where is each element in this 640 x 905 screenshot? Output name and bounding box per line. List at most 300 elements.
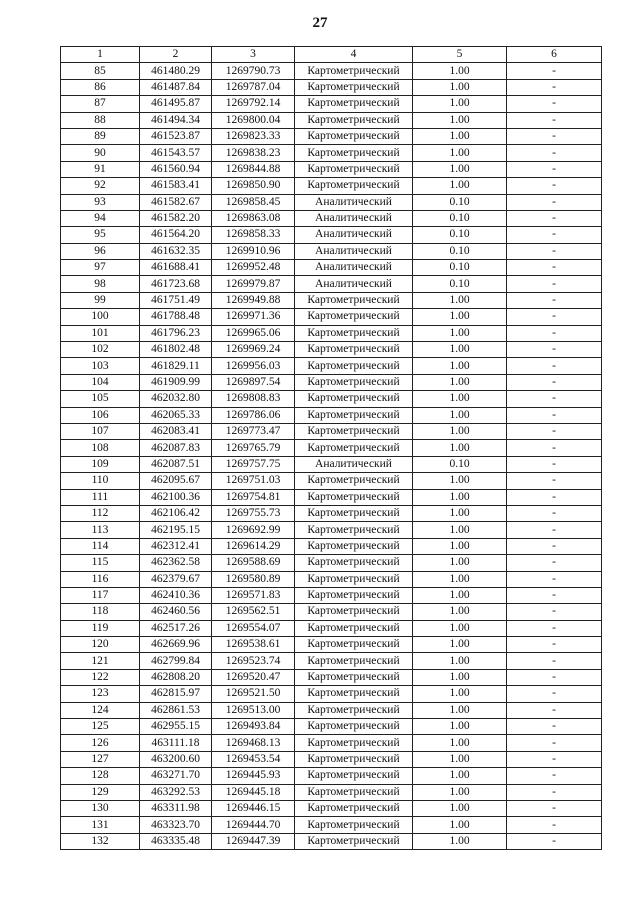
description-cell: - [507,637,602,653]
table-row [61,292,602,308]
table-row [61,587,602,603]
y-coordinate-cell: 1269493.84 [212,719,295,735]
table-row [61,325,602,341]
table-row [61,391,602,407]
column-header: 5 [413,47,507,63]
table-row [61,358,602,374]
point-number-cell: 120 [61,637,140,653]
x-coordinate-cell: 463311.98 [140,800,212,816]
y-coordinate-cell: 1269773.47 [212,423,295,439]
accuracy-cell: 1.00 [413,702,507,718]
method-cell: Картометрический [295,128,413,144]
point-number-cell: 88 [61,112,140,128]
point-number-cell: 99 [61,292,140,308]
method-cell: Аналитический [295,194,413,210]
accuracy-cell: 1.00 [413,538,507,554]
table-row [61,309,602,325]
method-cell: Аналитический [295,456,413,472]
y-coordinate-cell: 1269755.73 [212,505,295,521]
table-row [61,342,602,358]
table-row [61,194,602,210]
x-coordinate-cell: 461723.68 [140,276,212,292]
x-coordinate-cell: 463271.70 [140,768,212,784]
method-cell: Аналитический [295,260,413,276]
method-cell: Картометрический [295,653,413,669]
table-row [61,210,602,226]
table-row [61,227,602,243]
description-cell: - [507,358,602,374]
point-number-cell: 109 [61,456,140,472]
y-coordinate-cell: 1269952.48 [212,260,295,276]
x-coordinate-cell: 463111.18 [140,735,212,751]
accuracy-cell: 1.00 [413,751,507,767]
x-coordinate-cell: 463292.53 [140,784,212,800]
x-coordinate-cell: 462095.67 [140,473,212,489]
description-cell: - [507,276,602,292]
x-coordinate-cell: 463323.70 [140,817,212,833]
point-number-cell: 89 [61,128,140,144]
y-coordinate-cell: 1269786.06 [212,407,295,423]
table-row [61,161,602,177]
point-number-cell: 123 [61,686,140,702]
point-number-cell: 103 [61,358,140,374]
accuracy-cell: 1.00 [413,604,507,620]
y-coordinate-cell: 1269468.13 [212,735,295,751]
table-row [61,178,602,194]
x-coordinate-cell: 461487.84 [140,79,212,95]
method-cell: Картометрический [295,79,413,95]
description-cell: - [507,243,602,259]
method-cell: Картометрический [295,620,413,636]
table-row [61,538,602,554]
point-number-cell: 85 [61,63,140,79]
accuracy-cell: 1.00 [413,637,507,653]
description-cell: - [507,96,602,112]
table-row [61,817,602,833]
accuracy-cell: 1.00 [413,342,507,358]
method-cell: Аналитический [295,227,413,243]
table-row [61,456,602,472]
description-cell: - [507,620,602,636]
point-number-cell: 122 [61,669,140,685]
point-number-cell: 86 [61,79,140,95]
y-coordinate-cell: 1269823.33 [212,128,295,144]
x-coordinate-cell: 462106.42 [140,505,212,521]
accuracy-cell: 1.00 [413,309,507,325]
point-number-cell: 111 [61,489,140,505]
accuracy-cell: 1.00 [413,686,507,702]
description-cell: - [507,735,602,751]
method-cell: Картометрический [295,669,413,685]
point-number-cell: 98 [61,276,140,292]
y-coordinate-cell: 1269520.47 [212,669,295,685]
y-coordinate-cell: 1269538.61 [212,637,295,653]
x-coordinate-cell: 462379.67 [140,571,212,587]
coordinates-table [60,46,602,850]
y-coordinate-cell: 1269444.70 [212,817,295,833]
y-coordinate-cell: 1269446.15 [212,800,295,816]
accuracy-cell: 1.00 [413,817,507,833]
y-coordinate-cell: 1269562.51 [212,604,295,620]
method-cell: Картометрический [295,505,413,521]
description-cell: - [507,292,602,308]
table-row [61,735,602,751]
x-coordinate-cell: 462083.41 [140,423,212,439]
description-cell: - [507,522,602,538]
x-coordinate-cell: 462100.36 [140,489,212,505]
method-cell: Картометрический [295,473,413,489]
x-coordinate-cell: 461632.35 [140,243,212,259]
x-coordinate-cell: 461560.94 [140,161,212,177]
x-coordinate-cell: 461909.99 [140,374,212,390]
method-cell: Картометрический [295,112,413,128]
table-row [61,571,602,587]
method-cell: Картометрический [295,800,413,816]
accuracy-cell: 1.00 [413,784,507,800]
point-number-cell: 124 [61,702,140,718]
table-row [61,243,602,259]
point-number-cell: 113 [61,522,140,538]
description-cell: - [507,374,602,390]
point-number-cell: 128 [61,768,140,784]
description-cell: - [507,161,602,177]
method-cell: Картометрический [295,292,413,308]
point-number-cell: 117 [61,587,140,603]
x-coordinate-cell: 461796.23 [140,325,212,341]
method-cell: Картометрический [295,407,413,423]
point-number-cell: 127 [61,751,140,767]
description-cell: - [507,719,602,735]
point-number-cell: 105 [61,391,140,407]
method-cell: Картометрический [295,309,413,325]
x-coordinate-cell: 461582.20 [140,210,212,226]
table-row [61,637,602,653]
description-cell: - [507,489,602,505]
accuracy-cell: 1.00 [413,325,507,341]
accuracy-cell: 0.10 [413,227,507,243]
method-cell: Картометрический [295,489,413,505]
x-coordinate-cell: 461523.87 [140,128,212,144]
description-cell: - [507,571,602,587]
table-row [61,276,602,292]
y-coordinate-cell: 1269751.03 [212,473,295,489]
point-number-cell: 107 [61,423,140,439]
method-cell: Картометрический [295,637,413,653]
method-cell: Картометрический [295,604,413,620]
y-coordinate-cell: 1269765.79 [212,440,295,456]
description-cell: - [507,342,602,358]
table-row [61,440,602,456]
x-coordinate-cell: 462799.84 [140,653,212,669]
x-coordinate-cell: 461495.87 [140,96,212,112]
y-coordinate-cell: 1269956.03 [212,358,295,374]
description-cell: - [507,456,602,472]
method-cell: Картометрический [295,178,413,194]
x-coordinate-cell: 462815.97 [140,686,212,702]
x-coordinate-cell: 462955.15 [140,719,212,735]
accuracy-cell: 1.00 [413,833,507,849]
method-cell: Картометрический [295,161,413,177]
point-number-cell: 100 [61,309,140,325]
description-cell: - [507,112,602,128]
accuracy-cell: 1.00 [413,768,507,784]
method-cell: Картометрический [295,440,413,456]
accuracy-cell: 1.00 [413,96,507,112]
accuracy-cell: 1.00 [413,669,507,685]
x-coordinate-cell: 462861.53 [140,702,212,718]
x-coordinate-cell: 461583.41 [140,178,212,194]
description-cell: - [507,800,602,816]
table-row [61,833,602,849]
accuracy-cell: 1.00 [413,63,507,79]
method-cell: Аналитический [295,210,413,226]
point-number-cell: 119 [61,620,140,636]
description-cell: - [507,653,602,669]
accuracy-cell: 0.10 [413,210,507,226]
accuracy-cell: 1.00 [413,587,507,603]
accuracy-cell: 1.00 [413,473,507,489]
accuracy-cell: 1.00 [413,292,507,308]
x-coordinate-cell: 462195.15 [140,522,212,538]
y-coordinate-cell: 1269844.88 [212,161,295,177]
table-row [61,423,602,439]
x-coordinate-cell: 461564.20 [140,227,212,243]
y-coordinate-cell: 1269808.83 [212,391,295,407]
description-cell: - [507,391,602,407]
column-header: 6 [507,47,602,63]
x-coordinate-cell: 462460.56 [140,604,212,620]
method-cell: Аналитический [295,243,413,259]
table-row [61,145,602,161]
table-header-row [61,47,602,63]
accuracy-cell: 1.00 [413,358,507,374]
method-cell: Картометрический [295,735,413,751]
y-coordinate-cell: 1269787.04 [212,79,295,95]
point-number-cell: 90 [61,145,140,161]
method-cell: Картометрический [295,522,413,538]
accuracy-cell: 1.00 [413,505,507,521]
method-cell: Картометрический [295,686,413,702]
accuracy-cell: 1.00 [413,620,507,636]
description-cell: - [507,587,602,603]
description-cell: - [507,473,602,489]
y-coordinate-cell: 1269614.29 [212,538,295,554]
x-coordinate-cell: 461788.48 [140,309,212,325]
column-header: 1 [61,47,140,63]
column-header: 2 [140,47,212,63]
table-body [61,63,602,850]
accuracy-cell: 1.00 [413,112,507,128]
table-row [61,751,602,767]
description-cell: - [507,505,602,521]
accuracy-cell: 0.10 [413,194,507,210]
table-row [61,653,602,669]
accuracy-cell: 1.00 [413,161,507,177]
description-cell: - [507,817,602,833]
point-number-cell: 102 [61,342,140,358]
y-coordinate-cell: 1269792.14 [212,96,295,112]
description-cell: - [507,669,602,685]
point-number-cell: 112 [61,505,140,521]
method-cell: Картометрический [295,96,413,112]
table-row [61,489,602,505]
description-cell: - [507,145,602,161]
point-number-cell: 106 [61,407,140,423]
x-coordinate-cell: 462032.80 [140,391,212,407]
method-cell: Картометрический [295,817,413,833]
table-row [61,768,602,784]
method-cell: Картометрический [295,325,413,341]
y-coordinate-cell: 1269969.24 [212,342,295,358]
y-coordinate-cell: 1269897.54 [212,374,295,390]
method-cell: Картометрический [295,358,413,374]
accuracy-cell: 1.00 [413,128,507,144]
x-coordinate-cell: 461688.41 [140,260,212,276]
description-cell: - [507,210,602,226]
description-cell: - [507,440,602,456]
table-row [61,522,602,538]
table-row [61,620,602,636]
description-cell: - [507,178,602,194]
y-coordinate-cell: 1269965.06 [212,325,295,341]
y-coordinate-cell: 1269554.07 [212,620,295,636]
x-coordinate-cell: 462087.51 [140,456,212,472]
description-cell: - [507,555,602,571]
x-coordinate-cell: 462065.33 [140,407,212,423]
y-coordinate-cell: 1269858.45 [212,194,295,210]
method-cell: Картометрический [295,768,413,784]
method-cell: Картометрический [295,342,413,358]
point-number-cell: 104 [61,374,140,390]
x-coordinate-cell: 461829.11 [140,358,212,374]
y-coordinate-cell: 1269979.87 [212,276,295,292]
table-row [61,79,602,95]
x-coordinate-cell: 462410.36 [140,587,212,603]
method-cell: Картометрический [295,391,413,407]
method-cell: Картометрический [295,784,413,800]
method-cell: Аналитический [295,276,413,292]
point-number-cell: 96 [61,243,140,259]
description-cell: - [507,833,602,849]
column-header: 4 [295,47,413,63]
point-number-cell: 87 [61,96,140,112]
description-cell: - [507,194,602,210]
accuracy-cell: 1.00 [413,719,507,735]
table-row [61,374,602,390]
x-coordinate-cell: 462087.83 [140,440,212,456]
accuracy-cell: 0.10 [413,276,507,292]
x-coordinate-cell: 461480.29 [140,63,212,79]
point-number-cell: 125 [61,719,140,735]
x-coordinate-cell: 461582.67 [140,194,212,210]
y-coordinate-cell: 1269580.89 [212,571,295,587]
point-number-cell: 97 [61,260,140,276]
x-coordinate-cell: 461494.34 [140,112,212,128]
accuracy-cell: 0.10 [413,243,507,259]
accuracy-cell: 1.00 [413,522,507,538]
accuracy-cell: 1.00 [413,555,507,571]
y-coordinate-cell: 1269850.90 [212,178,295,194]
accuracy-cell: 1.00 [413,407,507,423]
point-number-cell: 126 [61,735,140,751]
x-coordinate-cell: 462517.26 [140,620,212,636]
method-cell: Картометрический [295,555,413,571]
y-coordinate-cell: 1269523.74 [212,653,295,669]
x-coordinate-cell: 463200.60 [140,751,212,767]
table-row [61,719,602,735]
table-row [61,702,602,718]
method-cell: Картометрический [295,374,413,390]
table-row [61,96,602,112]
y-coordinate-cell: 1269571.83 [212,587,295,603]
method-cell: Картометрический [295,702,413,718]
accuracy-cell: 1.00 [413,145,507,161]
accuracy-cell: 1.00 [413,374,507,390]
accuracy-cell: 1.00 [413,489,507,505]
description-cell: - [507,309,602,325]
table-row [61,260,602,276]
table-row [61,800,602,816]
y-coordinate-cell: 1269949.88 [212,292,295,308]
accuracy-cell: 1.00 [413,391,507,407]
y-coordinate-cell: 1269588.69 [212,555,295,571]
method-cell: Картометрический [295,63,413,79]
point-number-cell: 91 [61,161,140,177]
y-coordinate-cell: 1269513.00 [212,702,295,718]
point-number-cell: 94 [61,210,140,226]
y-coordinate-cell: 1269445.18 [212,784,295,800]
accuracy-cell: 1.00 [413,735,507,751]
method-cell: Картометрический [295,145,413,161]
x-coordinate-cell: 462808.20 [140,669,212,685]
method-cell: Картометрический [295,538,413,554]
table-row [61,407,602,423]
description-cell: - [507,702,602,718]
accuracy-cell: 1.00 [413,653,507,669]
point-number-cell: 121 [61,653,140,669]
y-coordinate-cell: 1269800.04 [212,112,295,128]
description-cell: - [507,768,602,784]
y-coordinate-cell: 1269447.39 [212,833,295,849]
x-coordinate-cell: 461802.48 [140,342,212,358]
table-row [61,784,602,800]
point-number-cell: 116 [61,571,140,587]
description-cell: - [507,686,602,702]
description-cell: - [507,407,602,423]
x-coordinate-cell: 463335.48 [140,833,212,849]
accuracy-cell: 1.00 [413,79,507,95]
description-cell: - [507,325,602,341]
y-coordinate-cell: 1269521.50 [212,686,295,702]
description-cell: - [507,227,602,243]
point-number-cell: 108 [61,440,140,456]
table-row [61,128,602,144]
x-coordinate-cell: 461543.57 [140,145,212,161]
accuracy-cell: 0.10 [413,456,507,472]
table-row [61,112,602,128]
description-cell: - [507,63,602,79]
method-cell: Картометрический [295,751,413,767]
point-number-cell: 110 [61,473,140,489]
x-coordinate-cell: 462669.96 [140,637,212,653]
page-number: 27 [312,15,328,31]
table-row [61,686,602,702]
table-row [61,604,602,620]
description-cell: - [507,79,602,95]
y-coordinate-cell: 1269971.36 [212,309,295,325]
y-coordinate-cell: 1269453.54 [212,751,295,767]
description-cell: - [507,423,602,439]
